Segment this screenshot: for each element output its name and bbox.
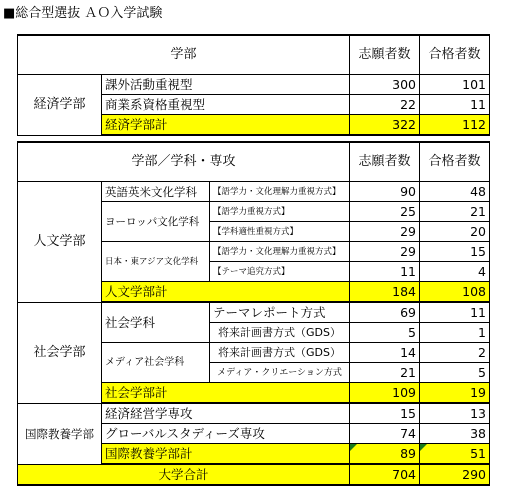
method-name: 【学科適性重視方式】 bbox=[210, 222, 350, 242]
applicants-cell: 22 bbox=[350, 95, 420, 115]
dept-name: 英語英米文化学科 bbox=[102, 182, 210, 202]
subtotal-passed: 112 bbox=[420, 115, 490, 136]
header-faculty-dept: 学部／学科・専攻 bbox=[18, 142, 350, 182]
dept-name: 社会学科 bbox=[102, 302, 210, 343]
method-name: テーマレポート方式 bbox=[210, 302, 350, 323]
method-name: 将来計画書方式（GDS） bbox=[210, 343, 350, 363]
subtotal-label: 人文学部計 bbox=[102, 282, 350, 303]
dept-name: ヨーロッパ文化学科 bbox=[102, 202, 210, 242]
subtotal-applicants: 322 bbox=[350, 115, 420, 136]
dept-name: 日本・東アジア文化学科 bbox=[102, 242, 210, 282]
row-label: 課外活動重視型 bbox=[102, 75, 350, 95]
row-label: 商業系資格重視型 bbox=[102, 95, 350, 115]
faculty-name: 社会学部 bbox=[18, 302, 102, 403]
method-name: 【語学力・文化理解力重視方式】 bbox=[210, 242, 350, 262]
table-row bbox=[18, 403, 490, 424]
header-row bbox=[18, 142, 490, 182]
passed-cell: 2 bbox=[420, 343, 490, 363]
passed-cell: 4 bbox=[420, 262, 490, 282]
subtotal-label: 社会学部計 bbox=[102, 383, 350, 404]
method-name: 【語学力・文化理解力重視方式】 bbox=[210, 182, 350, 202]
subtotal-applicants: 184 bbox=[350, 282, 420, 303]
header-applicants: 志願者数 bbox=[350, 35, 420, 75]
passed-cell: 20 bbox=[420, 222, 490, 242]
passed-cell: 38 bbox=[420, 424, 490, 444]
admissions-table bbox=[17, 34, 490, 486]
grand-total-passed: 290 bbox=[420, 464, 490, 485]
passed-cell: 11 bbox=[420, 302, 490, 323]
passed-cell: 15 bbox=[420, 242, 490, 262]
passed-cell: 13 bbox=[420, 403, 490, 424]
method-name: 【テーマ追究方式】 bbox=[210, 262, 350, 282]
passed-cell: 48 bbox=[420, 182, 490, 202]
header-passed: 合格者数 bbox=[420, 142, 490, 182]
faculty-name: 経済学部 bbox=[18, 75, 102, 136]
table-row bbox=[18, 75, 490, 95]
page-title: ■総合型選抜 ＡＯ入学試験 bbox=[3, 6, 163, 21]
grand-total-row bbox=[18, 464, 490, 485]
subtotal-passed: 51 bbox=[420, 444, 490, 465]
passed-cell: 5 bbox=[420, 363, 490, 383]
row-label: 経済経営学専攻 bbox=[102, 403, 350, 424]
subtotal-passed: 19 bbox=[420, 383, 490, 404]
subtotal-label: 経済学部計 bbox=[102, 115, 350, 136]
method-name: メディア・クリエーション方式 bbox=[210, 363, 350, 383]
subtotal-applicants: 109 bbox=[350, 383, 420, 404]
faculty-name: 人文学部 bbox=[18, 182, 102, 303]
applicants-cell: 29 bbox=[350, 242, 420, 262]
table-row bbox=[18, 302, 490, 323]
header-applicants: 志願者数 bbox=[350, 142, 420, 182]
method-name: 将来計画書方式（GDS） bbox=[210, 323, 350, 343]
grand-total-applicants: 704 bbox=[350, 464, 420, 485]
applicants-cell: 29 bbox=[350, 222, 420, 242]
subtotal-label: 国際教養学部計 bbox=[102, 444, 350, 465]
subtotal-passed: 108 bbox=[420, 282, 490, 303]
applicants-cell: 69 bbox=[350, 302, 420, 323]
applicants-cell: 14 bbox=[350, 343, 420, 363]
applicants-cell: 15 bbox=[350, 403, 420, 424]
method-name: 【語学力重視方式】 bbox=[210, 202, 350, 222]
header-row bbox=[18, 35, 490, 75]
dept-name: メディア社会学科 bbox=[102, 343, 210, 383]
grand-total-label: 大学合計 bbox=[18, 464, 350, 485]
subtotal-applicants: 89 bbox=[350, 444, 420, 465]
passed-cell: 11 bbox=[420, 95, 490, 115]
applicants-cell: 25 bbox=[350, 202, 420, 222]
passed-cell: 1 bbox=[420, 323, 490, 343]
applicants-cell: 90 bbox=[350, 182, 420, 202]
applicants-cell: 74 bbox=[350, 424, 420, 444]
table-row bbox=[18, 182, 490, 202]
header-passed: 合格者数 bbox=[420, 35, 490, 75]
applicants-cell: 300 bbox=[350, 75, 420, 95]
faculty-name: 国際教養学部 bbox=[18, 403, 102, 464]
applicants-cell: 11 bbox=[350, 262, 420, 282]
row-label: グローバルスタディーズ専攻 bbox=[102, 424, 350, 444]
header-faculty: 学部 bbox=[18, 35, 350, 75]
applicants-cell: 21 bbox=[350, 363, 420, 383]
applicants-cell: 5 bbox=[350, 323, 420, 343]
passed-cell: 101 bbox=[420, 75, 490, 95]
passed-cell: 21 bbox=[420, 202, 490, 222]
